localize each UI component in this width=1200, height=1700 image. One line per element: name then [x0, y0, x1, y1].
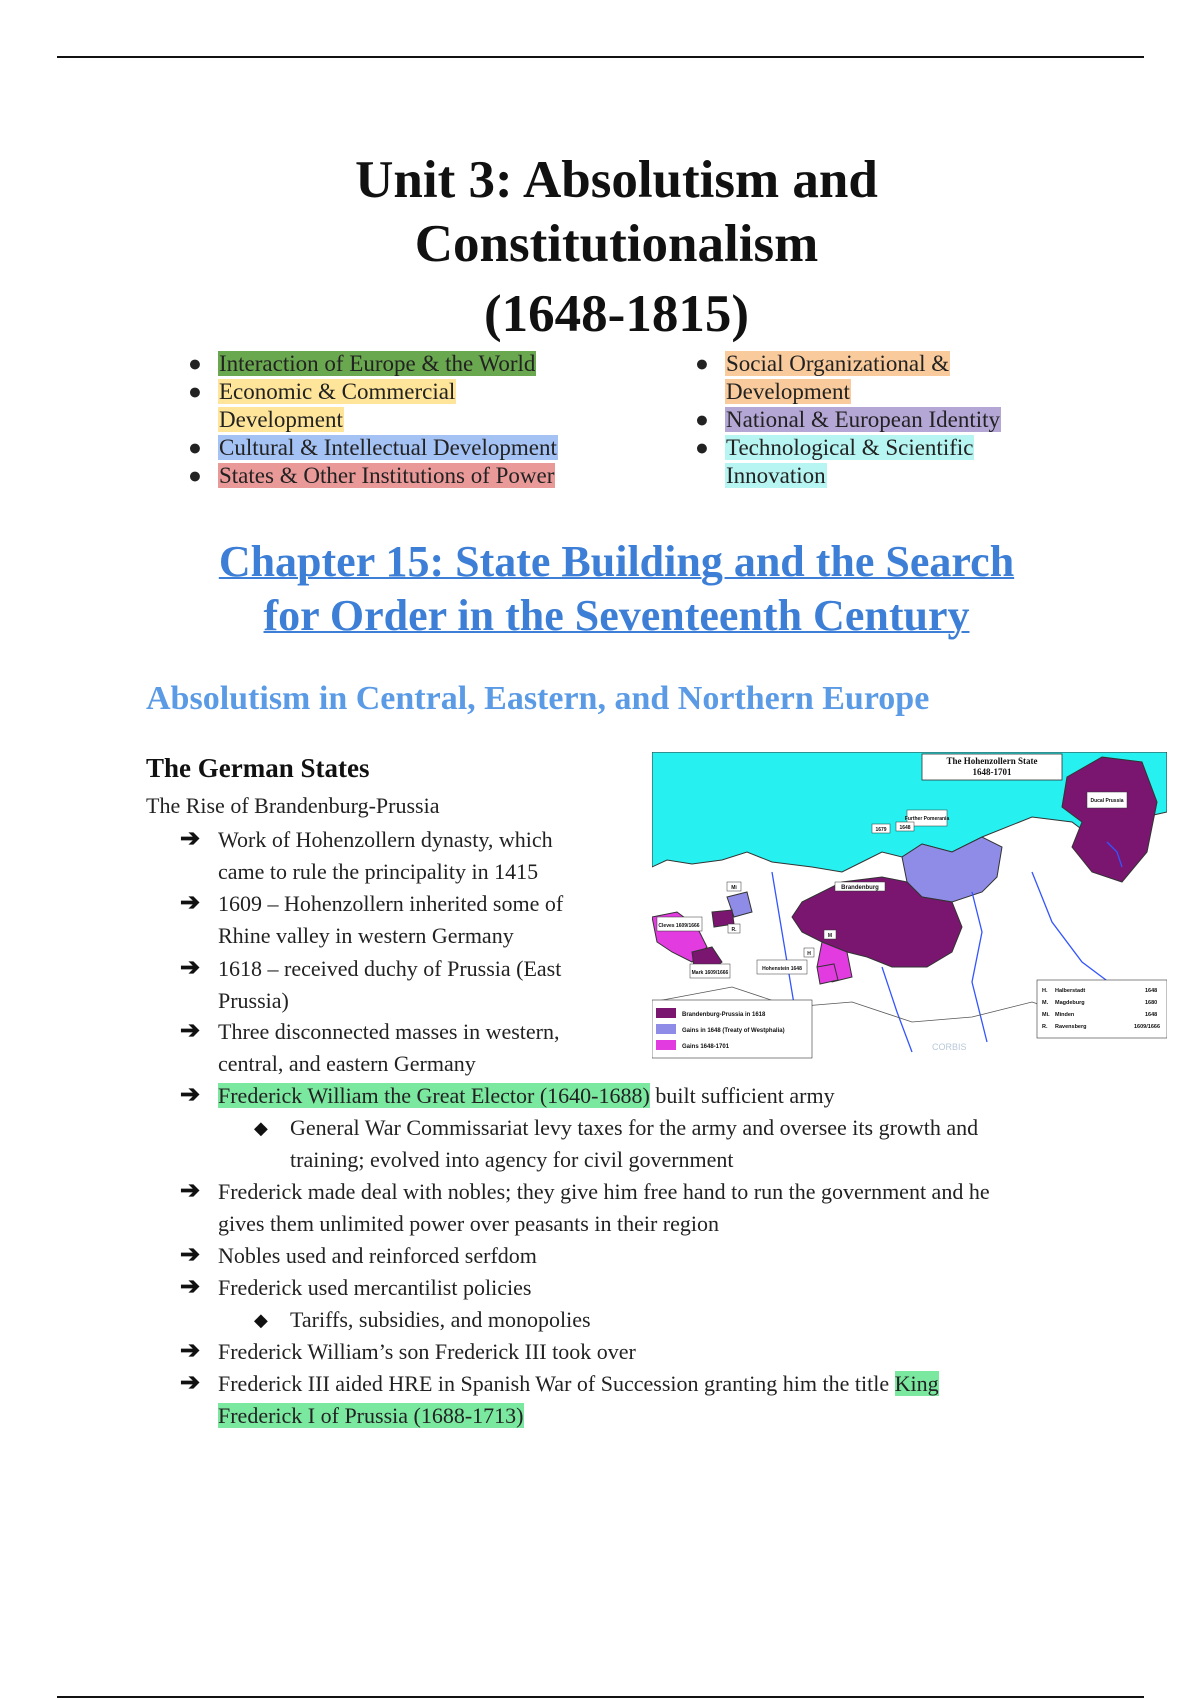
themes-right: [695, 350, 1001, 490]
territory-name: Ravensberg: [1055, 1024, 1087, 1030]
subsection-heading: The German States: [146, 753, 370, 783]
legend-swatch-1618: [656, 1008, 676, 1018]
label-r: R.: [731, 927, 737, 933]
list-item: Frederick William the Great Elector (1640-1688) built sufficient army: [218, 1083, 835, 1108]
arrow-bullet-icon: ➔: [180, 1242, 201, 1268]
territory-code: Mi.: [1042, 1012, 1050, 1018]
label-h: H: [807, 951, 811, 957]
section-heading: Absolutism in Central, Eastern, and Northern Europe: [146, 680, 930, 717]
diamond-bullet-icon: ◆: [254, 1118, 268, 1138]
label-brandenburg: Brandenburg: [841, 885, 879, 891]
theme-item: ● States & Other Institutions of Power: [188, 463, 555, 488]
arrow-bullet-icon: ➔: [180, 1370, 201, 1396]
label-mi: Mi: [731, 885, 737, 891]
arrow-bullet-icon: ➔: [180, 1178, 201, 1204]
chapter-heading: Chapter 15: State Building and the Search for Order in the Seventeenth Century: [218, 537, 1015, 640]
theme-item: ● Cultural & Intellectual Development: [188, 435, 557, 460]
list-item: 1609 – Hohenzollern inherited some of Rhine valley in western Germany: [218, 891, 564, 948]
territory-year: 1680: [1145, 1000, 1158, 1006]
diamond-bullet-icon: ◆: [254, 1310, 268, 1330]
theme-item: ● National & European Identity: [695, 407, 1001, 432]
arrow-bullet-icon: ➔: [180, 955, 201, 981]
theme-item: ● Social Organizational & Development: [695, 351, 950, 404]
list-item: Work of Hohenzollern dynasty, which came to rule the principality in 1415: [218, 827, 553, 884]
arrow-bullet-icon: ➔: [180, 1338, 201, 1364]
territory-code: H.: [1042, 988, 1048, 994]
legend-swatch-1648: [656, 1024, 676, 1034]
subsubsection-heading: The Rise of Brandenburg-Prussia: [146, 793, 440, 818]
label-further-pomerania: Further Pomerania: [904, 816, 950, 822]
label-year-1679: 1679: [875, 827, 887, 833]
map-title-line1: The Hohenzollern State: [946, 756, 1038, 766]
label-mark: Mark 1609/1666: [691, 970, 729, 976]
arrow-bullet-icon: ➔: [180, 1082, 201, 1108]
label-ducal-prussia: Ducal Prussia: [1090, 798, 1124, 804]
label-cleves: Cleves 1609/1666: [658, 923, 700, 929]
label-m: M: [827, 933, 833, 939]
hohenzollern-map: [652, 752, 1167, 1060]
list-item: Frederick used mercantilist policies: [218, 1275, 532, 1300]
legend-label-1648: Gains in 1648 (Treaty of Westphalia): [682, 1028, 785, 1034]
legend-label-1701: Gains 1648-1701: [682, 1044, 730, 1050]
legend-swatch-1701: [656, 1040, 676, 1050]
territory-name: Magdeburg: [1055, 1000, 1085, 1006]
territory-year: 1609/1666: [1134, 1024, 1160, 1030]
theme-item: ● Economic & Commercial Development: [188, 379, 456, 432]
territory-name: Minden: [1055, 1012, 1075, 1018]
arrow-bullet-icon: ➔: [180, 1018, 201, 1044]
arrow-bullet-icon: ➔: [180, 1274, 201, 1300]
map-title-line2: 1648-1701: [972, 767, 1012, 777]
label-hohenstein: Hohenstein 1648: [762, 966, 802, 972]
hohenstein-territory: [817, 964, 838, 984]
list-item: Frederick made deal with nobles; they give him free hand to run the government and he gives them unlimited power over peasants in their region: [218, 1179, 990, 1236]
arrow-bullet-icon: ➔: [180, 890, 201, 916]
map-watermark: CORBIS: [932, 1042, 967, 1052]
theme-item: ● Interaction of Europe & the World: [188, 351, 536, 376]
list-item: 1618 – received duchy of Prussia (East Prussia): [218, 956, 562, 1013]
list-item: General War Commissariat levy taxes for the army and oversee its growth and training; evolved into agency for civil government: [290, 1115, 979, 1172]
list-item: Nobles used and reinforced serfdom: [218, 1243, 537, 1268]
themes-left: [188, 350, 558, 490]
list-item: Tariffs, subsidies, and monopolies: [290, 1307, 591, 1332]
territory-code: R.: [1042, 1024, 1048, 1030]
territory-code: M.: [1042, 1000, 1049, 1006]
legend-label-1618: Brandenburg-Prussia in 1618: [682, 1012, 766, 1018]
theme-item: ● Technological & Scientific Innovation: [695, 435, 974, 488]
list-item: Frederick William’s son Frederick III took over: [218, 1339, 636, 1364]
page-title: Unit 3: Absolutism and Constitutionalism (1648-1815): [355, 151, 878, 343]
territory-year: 1648: [1145, 988, 1158, 994]
arrow-bullet-icon: ➔: [180, 826, 201, 852]
list-item: Frederick III aided HRE in Spanish War of Succession granting him the title King Frederick I of Prussia (1688-1713): [218, 1371, 939, 1428]
top-rule: [57, 56, 1144, 58]
territory-year: 1648: [1145, 1012, 1158, 1018]
list-item: Three disconnected masses in western, central, and eastern Germany: [218, 1019, 560, 1076]
label-year-1648: 1648: [899, 825, 911, 831]
bottom-rule: [57, 1696, 1144, 1698]
territory-name: Halberstadt: [1055, 988, 1086, 994]
